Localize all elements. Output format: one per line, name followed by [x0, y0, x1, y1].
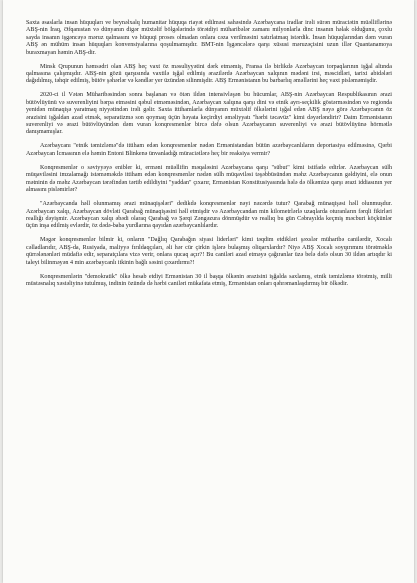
document-page: [3, 0, 414, 583]
paragraph-6: "Azərbaycanda həll olunmamış ərazi münaqişələri" dedikdə konqresmenlər nəyi nəzərdə tutur? Qarabağ münaqişəsi həll olunmuşdur. Azərbaycan xalqı, Azərbaycan dövləti Qarabağ münaqişəsini həll etmişdir və Azərbaycandan min kilometrlərlə uzaqlarda oturanların fərqli fikirləri reallığı dəyişmir. Azərbaycan xalqı əbədi olaraq Qarabağ və Şərqi Zəngəzura dönmüşdür və reallıq bu gün Cəbrayılda keçmiş məcburi köçkünlər üçün inşa edilmiş evlərdir, öz dədə-baba yurdlarına qayıdan azərbaycanlılardır.: [26, 201, 392, 230]
paragraph-4: Azərbaycanı "etnik təmizləmə"də ittiham edən konqresmenlər nədən Ermənistandan bütün azərbaycanlıların deportasiya edilməsinə, Qərbi Azərbaycan İcmasının elə həmin Entoni Blinkenə ünvanladığı müraciətlərə heç bir reaksiya vermir?: [26, 143, 392, 157]
document-body: [26, 20, 392, 295]
paragraph-3: 2020-ci il Vətən Müharibəsindən sonra başlanan və ötən ildən intensivləşən bu hücumlar, ABŞ-nin Azərbaycan Respublikasının ərazi bütövlüyünü və suverenliyini bərpa etməsini qəbul etməməsindən, Azərbaycan xalqına qarşı dini və etnik ayrı-seçkilik göstərməsindən və regionda yenidən münaqişə yaratmaq niyyətindən irəli gəlir. Saxta ittihamlarla dünyanın müxtəlif ölkələrini işğal edən ABŞ nəyə görə Azərbaycanın öz ərazisini işğaldan azad etmək, separatizmə son qoymaq üçün həyata keçirdiyi əməliyyatı "hərbi təcavüz" kimi dəyərləndirir? Daim Ermənistanın suverenliyi və ərazi bütövlüyündən dəm vuran konqresmenlər bircə dəfə olsun Azərbaycanın suverenliyi və ərazi bütövlüyünə hörmətlə danışmamışlar.: [26, 92, 392, 136]
paragraph-7: Məgər konqresmenlər bilmir ki, onların "Dağlıq Qarabağın siyasi liderləri" kimi təqdim etdikləri şəxslər müharibə canilərdir, Xocalı cəlladlarıdır, ABŞ-da, Rusiyada, maliyyə fırıldaqçıları, əli hər cür çirkin işlərə bulaşmış oliqarxlardır? Niyə ABŞ Xocalı soyqırımını törətməklə qürrələnənləri müdafiə edir, separatçılara vizə verir, onlara qucaq açır?! Bu caniləri azad etməyə çağıranlar üzə belə dəfə olsun 30 ildən artıqdır ki taleyi bilinməyən 4 min azərbaycanlı itkinin bağlı səsini çıxardırmı?!: [26, 237, 392, 266]
paragraph-5: Konqresmenlər o səviyyəyə enibler ki, erməni müəllifin məqaləsini Azərbaycana qarşı "sübut" kimi istifadə edirlər. Azərbaycan sülh müqaviləsini imzalamağı istəməməkdə ittiham edən konqresmenlər nədən sülh müqaviləsi təşəbbüsündən məhz Azərbaycanın gəldiyini, elə onun mətninin də məhz Azərbaycan tərəfindən tərtib edildiyini "yaddan" çıxarır, Ermənistan Konstitusiyasında hələ də ölkəmizə qarşı ərazi iddiasının yer almasını pisləmirlər?: [26, 164, 392, 194]
paragraph-8: Konqresmenlərin "demokratik" ölkə hesab etdiyi Ermənistan 30 il başqa ölkənin ərazisini işğalda saxlamış, etnik təmizləmə törətmiş, milli müstəsnalıq xəstəliyinə tutulmuş, indinin özündə də hərbi caniləri mükafata etmiş, Ermənistan onları qəhrəmanlaşdırmış bir ölkədir.: [26, 273, 392, 287]
paragraph-2: Minsk Qrupunun həmsədri olan ABŞ heç vaxt öz məsuliyyətini dərk etməmiş, Fransa ilə birlikdə Azərbaycan torpaqlarının işğal altında qalmasına çalışmışdır. ABŞ-nin gözü qarşısında vaxtilə işğal edilmiş ərazilərdə Azərbaycan xalqının mədəni irsi, məscidləri, tarixi abidələri dağıdılmış, təhqir edilmiş, bütöv şəhərlər və kəndlər yer üzündən silinmişdir. ABŞ Ermənistanın bu barbarlıq əməllərini heç vaxt pisləməmişdir.: [26, 63, 392, 85]
paragraph-1: Saxta əsaslarla insan hüquqları ve beynəlxalq humanitar hüquqa riayət edilməsi sahəsində Azərbaycana iradlar irəli sürən müraciətin müəlliflərinə ABŞ-nin İraq, Əfqanıstan və dünyanın digər müxtəlif bölgələrində törətdiyi müharibələr zamanı milyonlarla dinc insanın həlak olduğunu, çoxlu sayda insanın işgəncəyə məruz qalmasını və hüquqi proses olmadan onlara cəza verilməsini xatırlatmaq istərdik. İnsan hüquqlarından dəm vuran ABŞ ən mühüm insan hüquqları konvensiyalarına qoşulmamışdır. BMT-nin İşgəncələrə qarşı xüsusi məruzəçisini uzun illər Quantanamoya buraxmayan həmin ABŞ-dir.: [26, 20, 392, 56]
